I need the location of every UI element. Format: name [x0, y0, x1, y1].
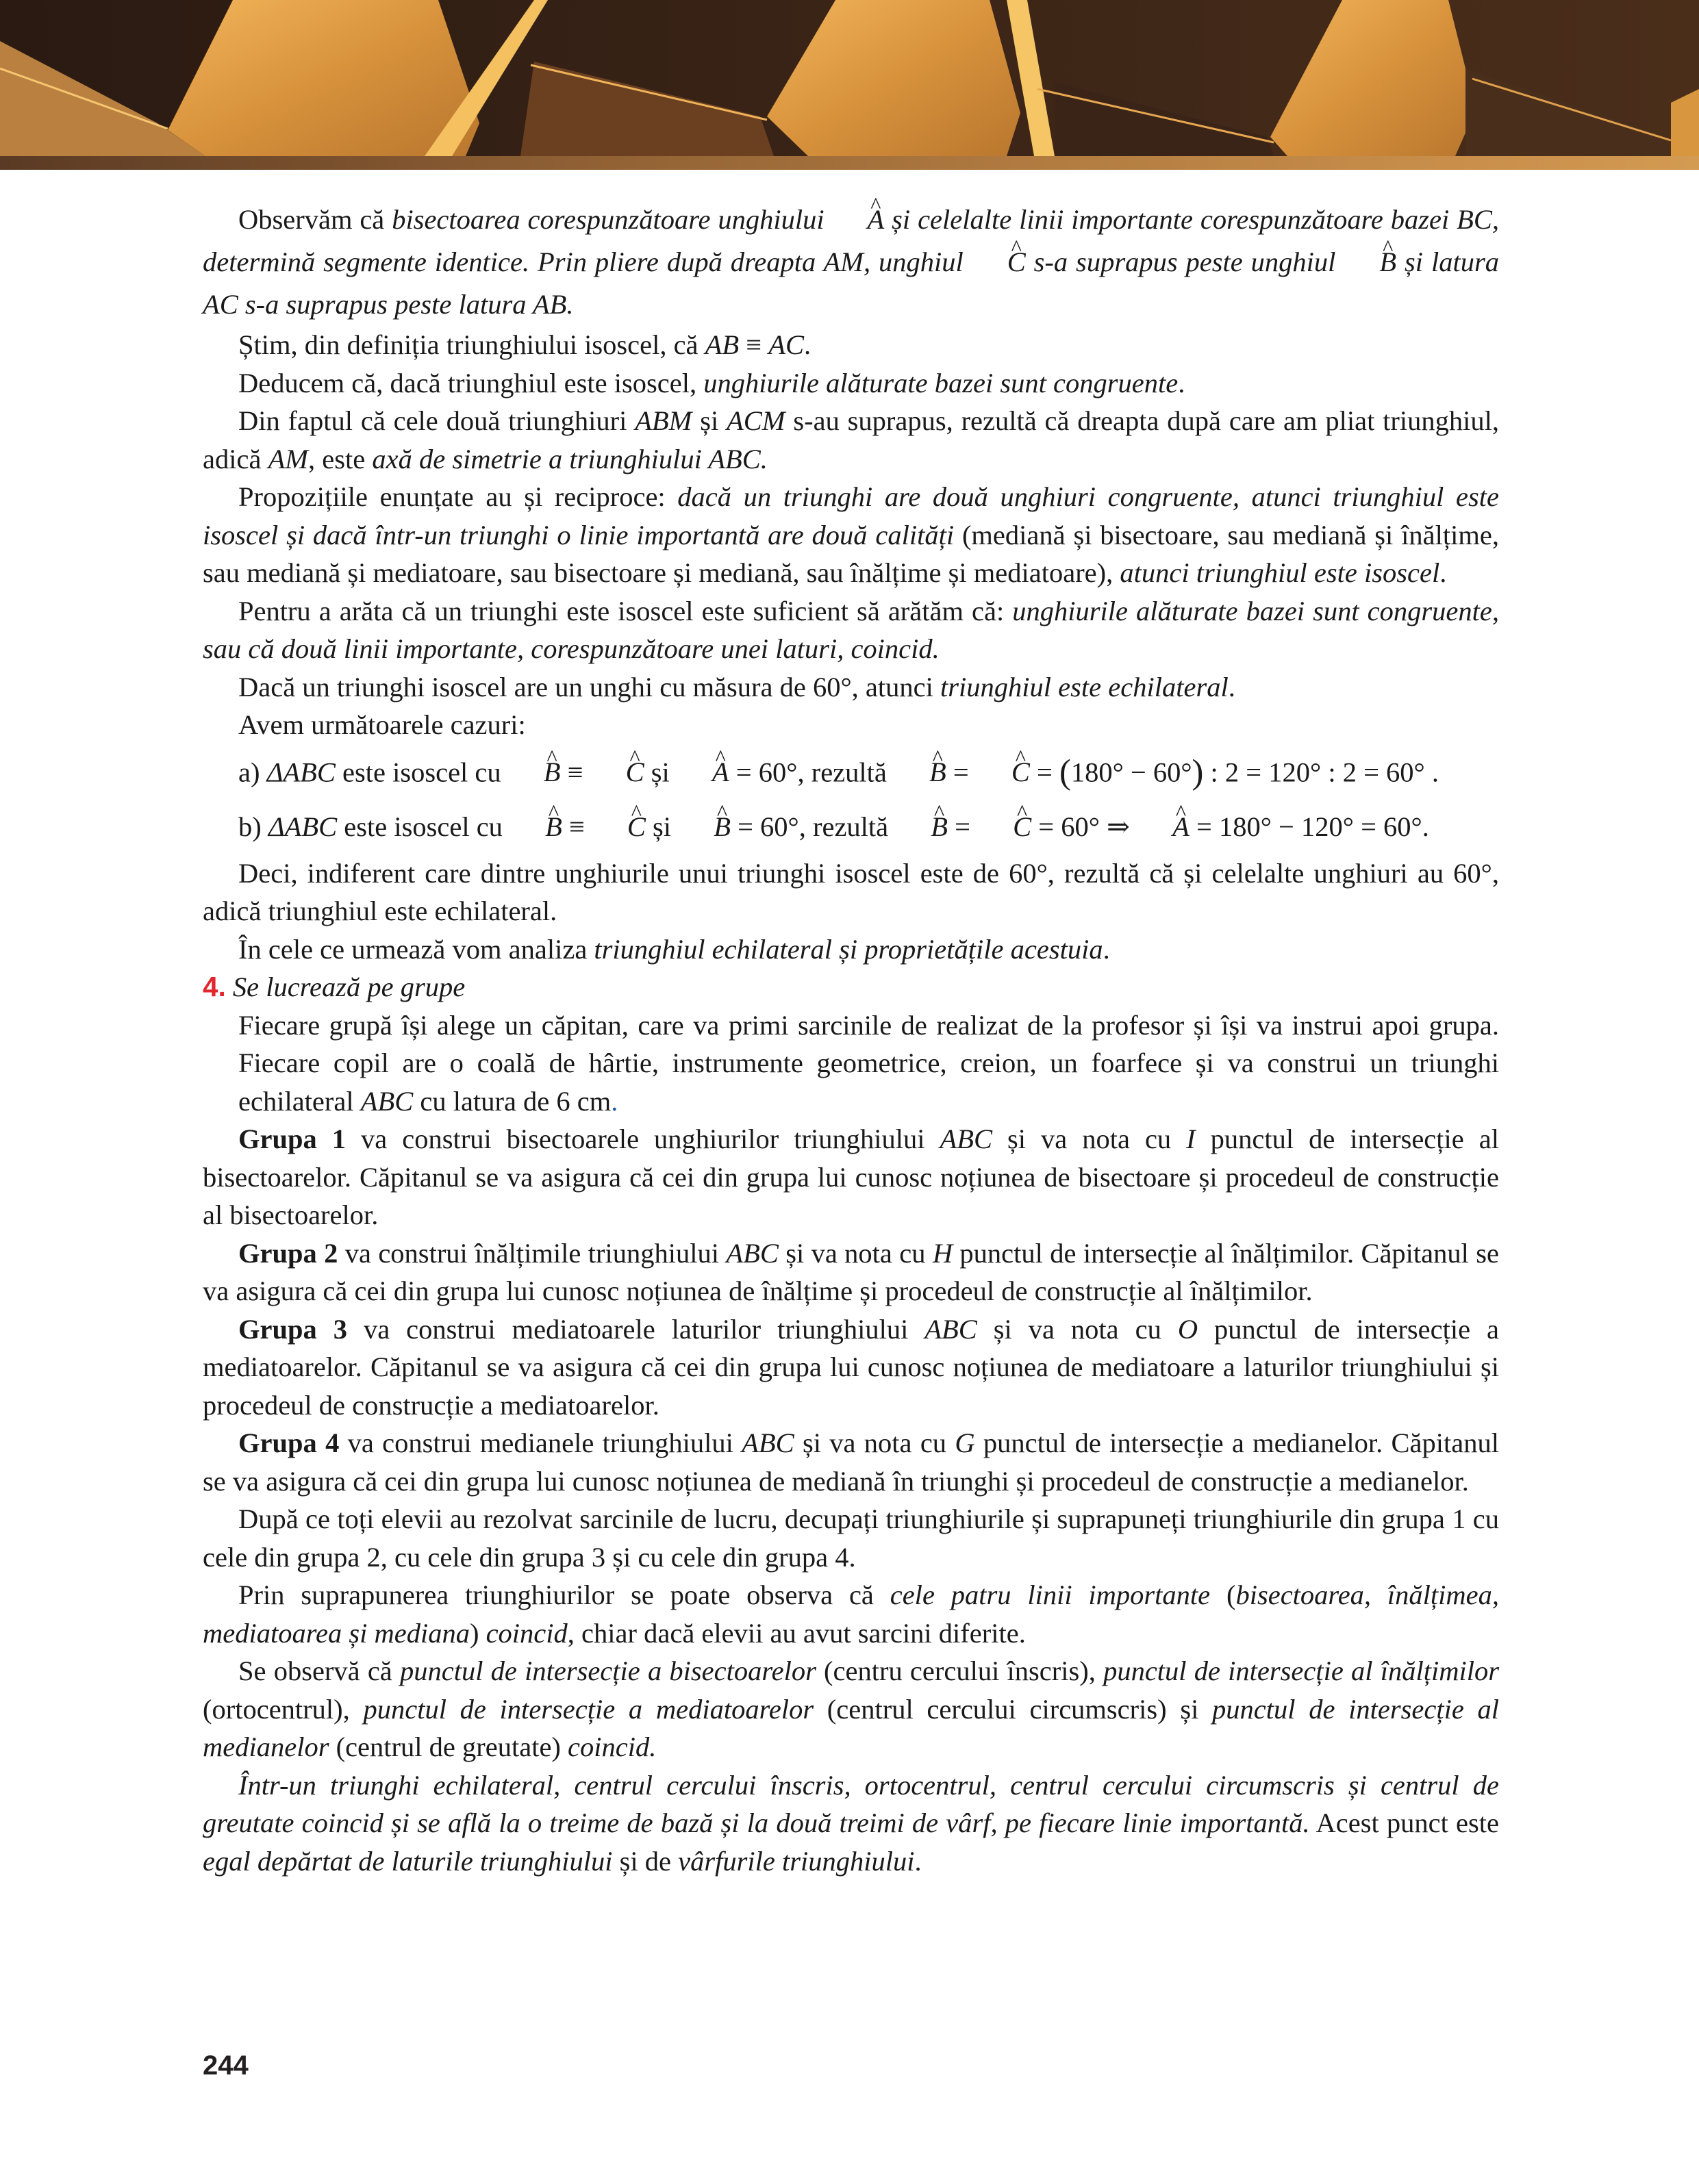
text: și	[644, 756, 677, 787]
text: (centrul cercului circumscris) și	[814, 1693, 1213, 1725]
text-italic: ABC	[726, 1237, 779, 1269]
text: și va nota cu	[977, 1313, 1178, 1345]
text: .	[611, 1085, 618, 1117]
text-italic: și latura AC s-a suprapus peste latura AB.	[203, 246, 1499, 320]
text-italic: ABC	[940, 1123, 993, 1155]
text: s-au suprapus, rezultă că dreapta după care am pliat triunghiul, adică	[203, 405, 1500, 474]
paragraph-60-degree-rule	[203, 668, 1499, 707]
text: (	[1210, 1579, 1236, 1611]
text: În cele ce urmează vom analiza	[238, 933, 594, 965]
text-italic: AB	[705, 329, 740, 360]
text: este isoscel cu	[335, 756, 508, 787]
text: Fiecare grupă își alege un căpitan, care va primi sarcinile de realizat de la profesor și își va instrui apoi grupa. Fiecare copil are o coală de hârtie, instrumente geometrice, creion, un foarfece și va construi un triunghi echilateral	[238, 1009, 1499, 1117]
text: .	[1228, 671, 1235, 702]
header-divider-strip	[0, 156, 1699, 170]
text: =	[1029, 756, 1059, 787]
text: (ortocentrul),	[203, 1693, 364, 1725]
text-italic: vârfurile triunghiului	[678, 1845, 915, 1877]
text: Propozițiile enunțate au și reciproce:	[238, 481, 678, 512]
text: (centru cercului înscris),	[816, 1655, 1104, 1687]
text: Observăm că	[238, 204, 392, 235]
text: va construi medianele triunghiului	[339, 1427, 742, 1459]
text: și va nota cu	[778, 1237, 933, 1269]
text: Acest punct este	[1309, 1807, 1500, 1839]
text: Avem următoarele cazuri:	[238, 709, 526, 740]
paragraph-grupa-1	[203, 1120, 1499, 1234]
text-italic: egal depărtat de laturile triunghiului	[203, 1845, 613, 1877]
case-label: b)	[238, 811, 268, 842]
paragraph-grupa-3	[203, 1310, 1499, 1425]
section-heading-4	[203, 968, 1499, 1006]
text-italic: dacă un triunghi are două unghiuri congruente, atunci triunghiul este isoscel și dacă într-un triunghi o linie importantă are două calități	[203, 481, 1499, 550]
angle-b-symbol: ^ B	[508, 745, 561, 800]
text-italic: coincid.	[568, 1731, 657, 1763]
text-italic: ABC	[742, 1427, 794, 1459]
case-label: a)	[238, 756, 267, 787]
group-label: Grupa 2	[238, 1237, 338, 1269]
text-italic: triunghiul echilateral și proprietățile acestuia	[594, 933, 1103, 965]
text: .	[914, 1845, 922, 1877]
text: = 180° − 120° = 60°.	[1189, 811, 1429, 842]
angle-c-symbol: ^ C	[590, 745, 644, 800]
text: , rezultă	[797, 756, 894, 787]
text: și	[692, 405, 727, 436]
angle-c-symbol: ^ C	[976, 745, 1030, 800]
text: și va nota cu	[794, 1427, 955, 1459]
triangle-symbol: ΔABC	[268, 811, 338, 842]
paren: )	[1192, 752, 1204, 791]
paragraph-grupa-2	[203, 1234, 1499, 1310]
header-banner-image	[0, 0, 1699, 156]
text: , este	[308, 443, 373, 474]
angle-b-symbol: ^ B	[894, 745, 946, 800]
section-number: 4.	[203, 971, 226, 1003]
text-italic: ACM	[727, 405, 785, 436]
text: (centrul de greutate)	[329, 1731, 568, 1763]
angle-c-symbol: ^ C	[977, 800, 1031, 854]
page-body	[203, 199, 1499, 1880]
text-italic: AC	[768, 329, 805, 360]
text: = 60°	[730, 811, 799, 842]
text-italic: cele patru linii importante	[890, 1579, 1211, 1611]
text-italic: H	[932, 1237, 953, 1269]
text: Prin suprapunerea triunghiurilor se poate observa că	[238, 1579, 890, 1611]
text: : 2 = 120° : 2 = 60° .	[1203, 756, 1439, 787]
angle-c-symbol: ^ C	[972, 241, 1026, 283]
crystal-pattern-graphic	[0, 0, 1699, 156]
text: punctul de intersecție al înălțimilor. Căpitanul se va asigura că cei din grupa lui cunosc noțiunea de înălțime și procedeul de construcție al înălțimilor.	[203, 1237, 1499, 1307]
text: punctul de intersecție a medianelor. Căpitanul se va asigura că cei din grupa lui cunosc noțiunea de mediană în triunghi și procedeul de construcție a medianelor.	[203, 1427, 1499, 1497]
text-italic: ABM	[635, 405, 692, 436]
text: Știm, din definiția triunghiului isoscel, că	[238, 329, 705, 360]
text-italic: punctul de intersecție a bisectoarelor	[399, 1655, 816, 1687]
text: cu latura de 6 cm	[413, 1085, 612, 1117]
paragraph-overlay-observation	[203, 1576, 1499, 1652]
text-italic: unghiurile alăturate bazei sunt congruente	[703, 367, 1179, 398]
text: (mediană și bisectoare, sau mediană și înălțime, sau mediană și mediatoare, sau bisectoare și mediană, sau înălțime și mediatoare),	[203, 519, 1499, 588]
text-italic: punctul de intersecție a mediatoarelor	[363, 1693, 814, 1725]
paragraph-isosceles-definition	[203, 326, 1499, 364]
text-italic: O	[1177, 1313, 1198, 1345]
paragraph-conclusion-equilateral	[203, 854, 1499, 930]
text: .	[804, 329, 811, 360]
paragraph-base-angles	[203, 364, 1499, 403]
text-italic: triunghiul este echilateral	[940, 671, 1229, 702]
paragraph-cases-intro	[203, 706, 1499, 744]
text-italic: punctul de intersecție al înălțimilor	[1103, 1655, 1500, 1687]
text: Deci, indiferent care dintre unghiurile unui triunghi isoscel este de 60°, rezultă că și celelalte unghiuri au 60°, adică triunghiul este echilateral.	[203, 857, 1499, 927]
case-a-formula	[203, 744, 1499, 800]
congruence-symbol: ≡	[560, 756, 590, 787]
paragraph-converse-propositions	[203, 478, 1499, 592]
paragraph-grupa-4	[203, 1424, 1499, 1500]
text: Deducem că, dacă triunghiul este isoscel,	[238, 367, 704, 398]
text: punctul de intersecție a mediatoarelor. Căpitanul se va asigura că cei din grupa lui cunosc noțiunea de mediatoare a laturilor triunghiului și procedeul de construcție a mediatoarelor.	[203, 1313, 1499, 1421]
paragraph-symmetry-axis	[203, 402, 1499, 478]
text: , chiar dacă elevii au avut sarcini diferite.	[567, 1617, 1026, 1649]
text: și de	[612, 1845, 679, 1877]
text: Pentru a arăta că un triunghi este isoscel este suficient să arătăm că:	[238, 595, 1013, 626]
text-italic: s-a suprapus peste unghiul	[1025, 246, 1344, 277]
page-number: 244	[203, 2050, 249, 2081]
text-italic: , unghiul	[863, 246, 972, 277]
text: și va nota cu	[992, 1123, 1187, 1155]
text: .	[1103, 933, 1110, 965]
text-italic: AM	[268, 443, 309, 474]
angle-a-symbol: ^ A	[832, 199, 885, 241]
congruence-symbol: ≡	[739, 329, 769, 360]
paragraph-next-topic	[203, 930, 1499, 969]
text: , rezultă	[798, 811, 896, 842]
group-label: Grupa 4	[238, 1427, 340, 1459]
text: va construi mediatoarele laturilor triunghiului	[347, 1313, 925, 1345]
text: După ce toți elevii au rezolvat sarcinile de lucru, decupați triunghiurile și suprapuneți triunghiurile din grupa 1 cu cele din grupa 2, cu cele din grupa 3 și cu cele din grupa 4.	[203, 1503, 1499, 1573]
text-italic: bisectoarea corespunzătoare unghiului	[392, 204, 832, 235]
paragraph-group-instructions	[203, 1006, 1499, 1121]
text: este isoscel cu	[337, 811, 510, 842]
text: punctul de intersecție al bisectoarelor. Căpitanul se va asigura că cei din grupa lui cunosc noțiunea de bisectoare și procedeul de construcție al bisectoarelor.	[203, 1123, 1499, 1231]
text: Din faptul că cele două triunghiuri	[238, 405, 635, 436]
text: = 60° ⇒	[1031, 811, 1137, 842]
paragraph-equilateral-center-property	[203, 1766, 1499, 1881]
congruence-symbol: ≡	[562, 811, 592, 842]
text: 180° − 60°	[1070, 756, 1192, 787]
text: și	[645, 811, 679, 842]
text-italic: coincid	[486, 1617, 568, 1649]
text-italic: punctul de intersecție al medianelor	[203, 1693, 1499, 1763]
text-italic: și celelalte linii importante corespunzătoare bazei BC, determină segmente identice. Prin pliere după dreapta AM	[203, 204, 1499, 277]
text: va construi bisectoarele unghiurilor triunghiului	[346, 1123, 940, 1155]
angle-a-symbol: ^ A	[677, 745, 729, 800]
paragraph-folding-observation	[203, 199, 1499, 326]
text: =	[948, 811, 978, 842]
triangle-symbol: ΔABC	[266, 756, 336, 787]
paragraph-overlay-instructions	[203, 1500, 1499, 1576]
text: .	[1178, 367, 1185, 398]
text-italic: bisectoarea, înălțimea, mediatoarea și mediana	[203, 1579, 1499, 1649]
text: = 60°	[729, 756, 798, 787]
angle-b-symbol: ^ B	[509, 800, 562, 854]
text-italic: unghiurile alăturate bazei sunt congruente, sau că două linii importante, corespunzătoare unei laturi, coincid.	[203, 595, 1499, 664]
case-b-formula	[203, 800, 1499, 854]
angle-b-symbol: ^ B	[895, 800, 948, 854]
text: .	[1439, 557, 1447, 588]
text: =	[946, 756, 976, 787]
text-italic: ABC	[924, 1313, 977, 1345]
angle-b-symbol: ^ B	[678, 800, 731, 854]
text-italic: G	[955, 1427, 975, 1459]
group-label: Grupa 1	[238, 1123, 347, 1155]
text-italic: axă de simetrie a triunghiului ABC.	[372, 443, 768, 474]
text: )	[469, 1617, 486, 1649]
text-italic: ABC	[360, 1085, 414, 1117]
paren: (	[1059, 752, 1071, 791]
paragraph-sufficient-condition	[203, 592, 1499, 668]
text-italic: atunci triunghiul este isoscel	[1120, 557, 1440, 588]
text: va construi înălțimile triunghiului	[338, 1237, 727, 1269]
text: Dacă un triunghi isoscel are un unghi cu măsura de 60°, atunci	[238, 671, 941, 702]
group-label: Grupa 3	[238, 1313, 347, 1345]
section-title: Se lucrează pe grupe	[225, 972, 466, 1003]
text-italic: I	[1186, 1123, 1196, 1155]
angle-c-symbol: ^ C	[592, 800, 646, 854]
angle-b-symbol: ^ B	[1344, 241, 1396, 283]
text: Se observă că	[238, 1655, 400, 1687]
text-italic: Într-un triunghi echilateral, centrul cercului înscris, ortocentrul, centrul cercului circumscris și centrul de greutate coincid și se află la o treime de bază și la două treimi de vârf, pe fiecare linie importantă.	[203, 1769, 1499, 1839]
paragraph-intersection-points	[203, 1652, 1499, 1766]
angle-a-symbol: ^ A	[1137, 800, 1190, 854]
